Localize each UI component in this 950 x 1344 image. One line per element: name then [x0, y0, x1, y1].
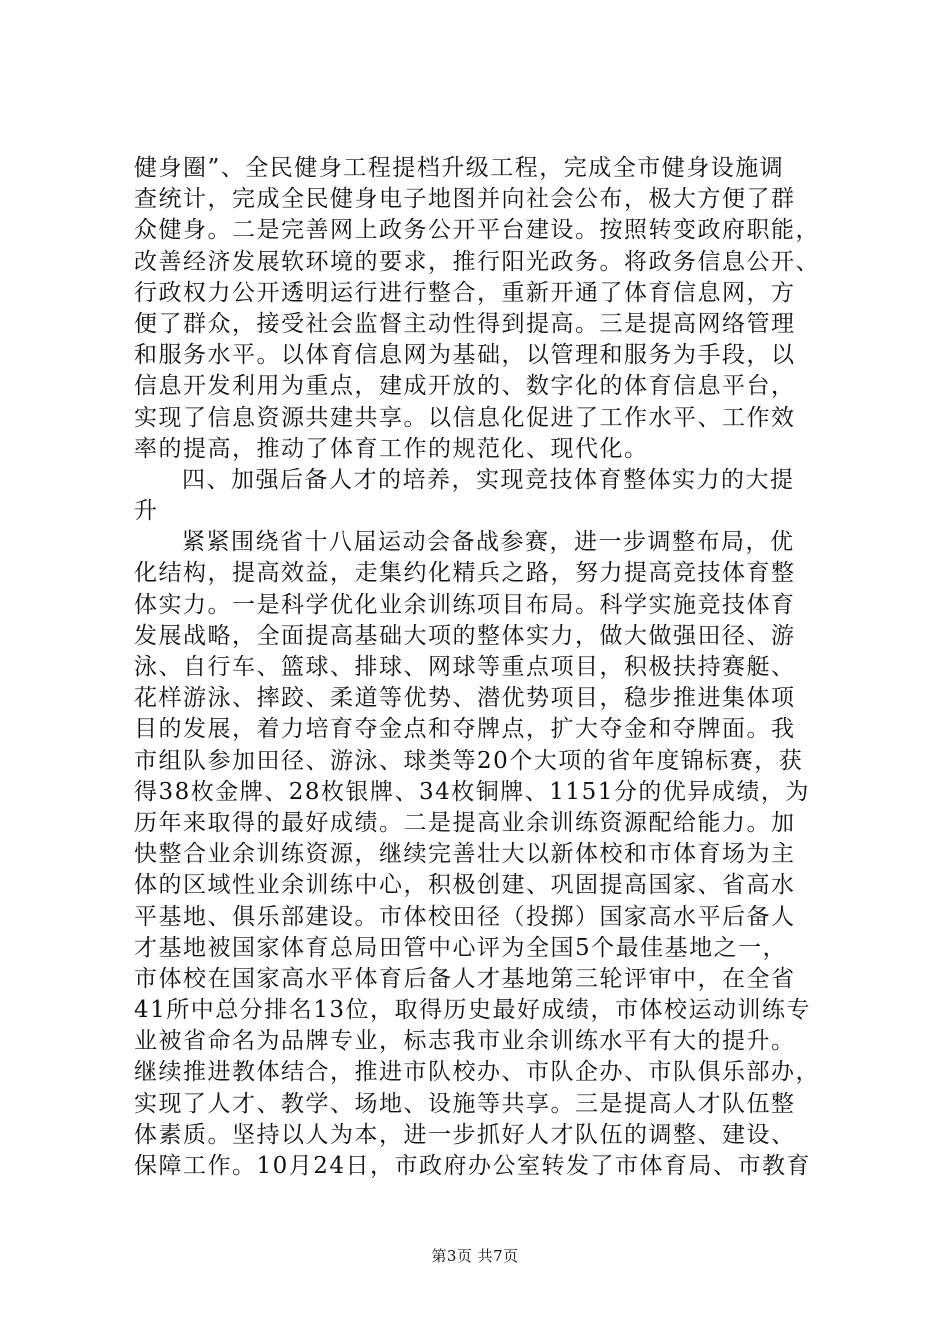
text-line: 41所中总分排名13位，取得历史最好成绩，市体校运动训练专 [134, 997, 812, 1024]
text-line: 泳、自行车、篮球、排球、网球等重点项目，积极扶持赛艇、 [134, 654, 796, 680]
text-line: 花样游泳、摔跤、柔道等优势、潜优势项目，稳步推进集体项 [134, 685, 796, 712]
page-footer: 第3页 共7页 [431, 1247, 519, 1265]
text-line: 行政权力公开透明运行进行整合，重新开通了体育信息网，方 [134, 279, 796, 306]
text-line: 升 [134, 498, 159, 525]
text-line: 信息开发利用为重点，建成开放的、数字化的体育信息平台， [134, 373, 796, 400]
text-line: 实现了人才、教学、场地、设施等共享。三是提高人才队伍整 [134, 1090, 796, 1117]
text-line: 率的提高，推动了体育工作的规范化、现代化。 [134, 435, 649, 462]
text-line: 便了群众，接受社会监督主动性得到提高。三是提高网络管理 [134, 310, 796, 337]
text-line: 市组队参加田径、游泳、球类等20个大项的省年度锦标赛，获 [134, 747, 804, 774]
text-line: 改善经济发展软环境的要求，推行阳光政务。将政务信息公开、 [134, 248, 820, 275]
text-line: 历年来取得的最好成绩。二是提高业余训练资源配给能力。加 [134, 809, 796, 836]
text-line: 和服务水平。以体育信息网为基础，以管理和服务为手段，以 [134, 342, 796, 369]
text-line: 市体校在国家高水平体育后备人才基地第三轮评审中，在全省 [134, 965, 796, 992]
text-line: 业被省命名为品牌专业，标志我市业余训练水平有大的提升。 [134, 1028, 796, 1055]
text-line: 体的区域性业余训练中心，积极创建、巩固提高国家、省高水 [134, 872, 796, 899]
text-line: 才基地被国家体育总局田管中心评为全国5个最佳基地之一， [134, 934, 788, 961]
body-text [134, 153, 834, 1182]
text-line: 四、加强后备人才的培养，实现竞技体育整体实力的大提 [182, 466, 795, 493]
text-line: 继续推进教体结合，推进市队校办、市队企办、市队俱乐部办， [134, 1059, 820, 1086]
text-line: 发展战略，全面提高基础大项的整体实力，做大做强田径、游 [134, 622, 796, 649]
text-line: 目的发展，着力培育夺金点和夺牌点，扩大夺金和夺牌面。我 [134, 716, 796, 743]
text-line: 健身圈”、全民健身工程提档升级工程，完成全市健身设施调 [134, 155, 785, 181]
text-line: 实现了信息资源共建共享。以信息化促进了工作水平、工作效 [134, 404, 796, 431]
text-line: 众健身。二是完善网上政务公开平台建设。按照转变政府职能， [134, 217, 820, 244]
text-line: 化结构，提高效益，走集约化精兵之路，努力提高竞技体育整 [134, 560, 796, 587]
text-line: 紧紧围绕省十八届运动会备战参赛，进一步调整布局，优 [182, 529, 795, 556]
text-line: 查统计，完成全民健身电子地图并向社会公布，极大方便了群 [134, 186, 796, 213]
text-line: 快整合业余训练资源，继续完善壮大以新体校和市体育场为主 [134, 841, 796, 868]
text-line: 体素质。坚持以人为本，进一步抓好人才队伍的调整、建设、 [134, 1121, 796, 1148]
text-line: 保障工作。10月24日，市政府办公室转发了市体育局、市教育 [134, 1153, 812, 1179]
text-line: 得38枚金牌、28枚银牌、34枚铜牌、1151分的优异成绩，为 [134, 778, 810, 805]
text-line: 体实力。一是科学优化业余训练项目布局。科学实施竞技体育 [134, 591, 796, 618]
text-line: 平基地、俱乐部建设。市体校田径（投掷）国家高水平后备人 [134, 903, 796, 930]
